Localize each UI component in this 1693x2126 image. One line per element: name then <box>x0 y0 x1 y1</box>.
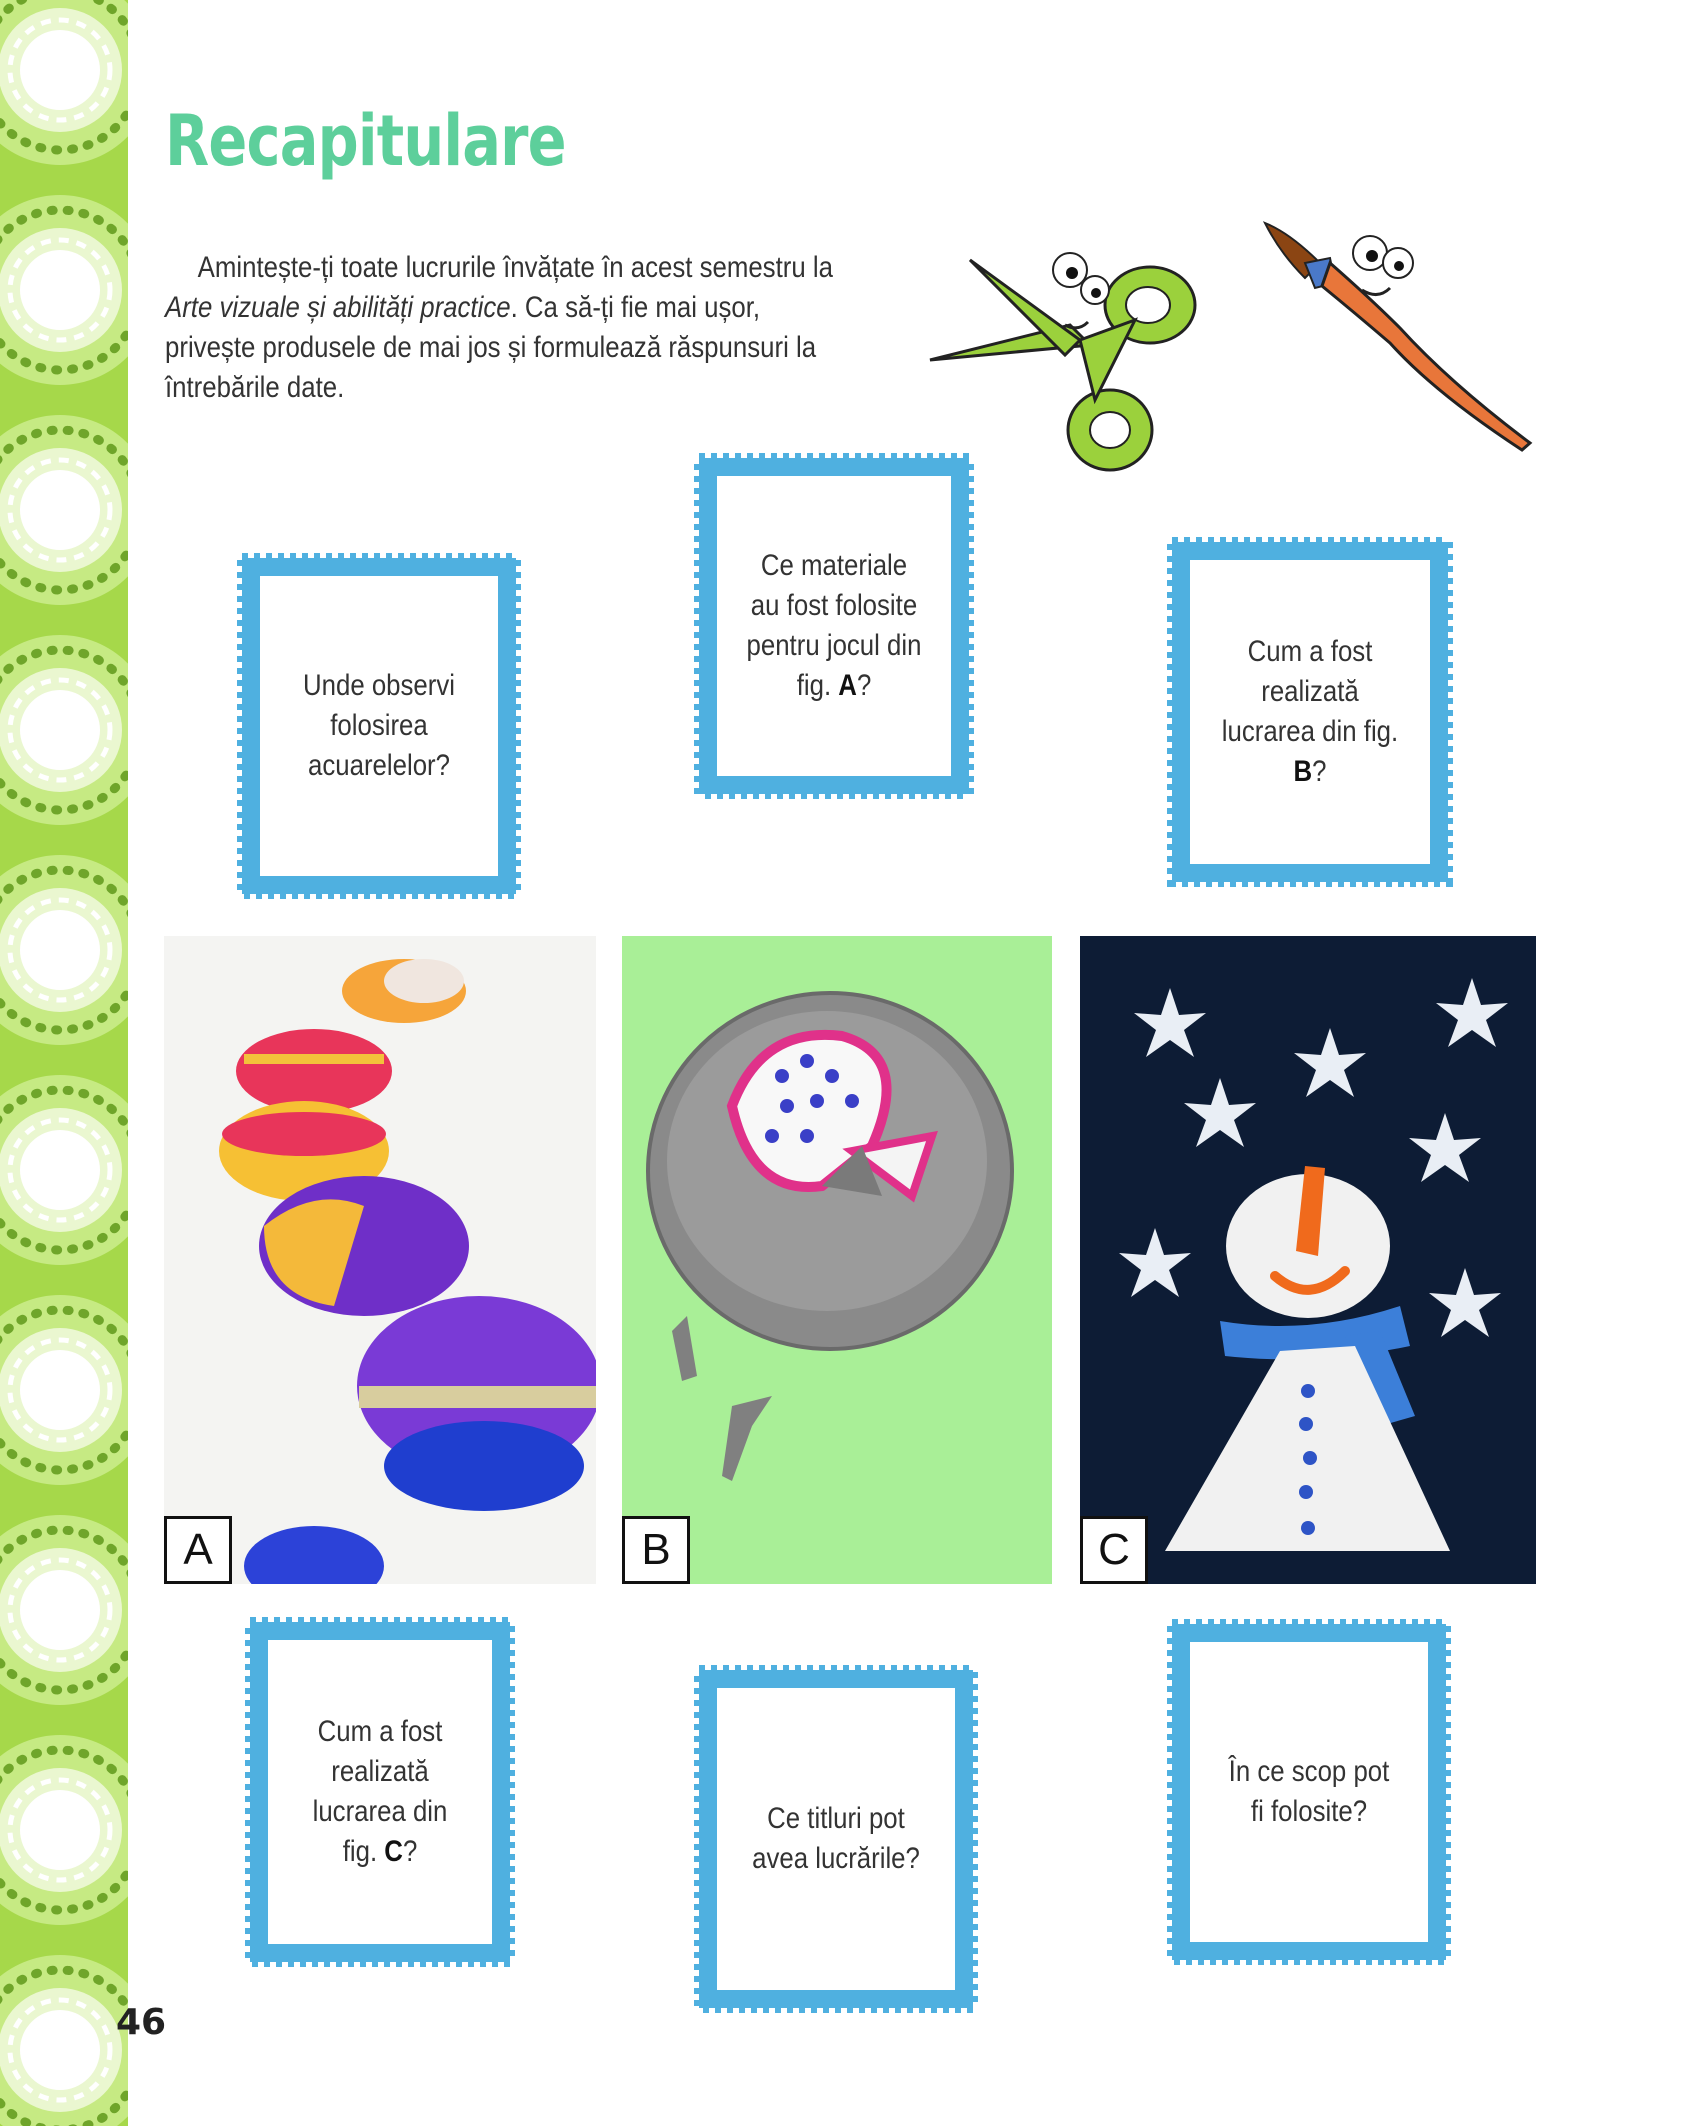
question-card-1 <box>236 552 522 900</box>
question-text <box>733 546 934 706</box>
question-text <box>284 1712 477 1872</box>
scissors-illustration <box>920 230 1240 490</box>
decorative-border <box>0 0 128 2126</box>
intro-text-end: . Ca să-ți fie mai ușor, privește produsele de mai jos și formulează răspunsuri la întrebările date. <box>165 291 817 404</box>
question-text-main: Ce materiale au fost folosite pentru jocul din fig. <box>746 549 922 702</box>
figure-label: B <box>622 1516 690 1584</box>
ring-pattern <box>0 0 128 2126</box>
brush-illustration <box>1260 218 1540 458</box>
question-text-main: Cum a fost realizată lucrarea din fig. <box>312 1715 448 1868</box>
figure-label: A <box>164 1516 232 1584</box>
question-card-3 <box>1166 536 1454 888</box>
painted-stones-image <box>164 936 596 1584</box>
question-card-body <box>268 1640 492 1944</box>
figure-b-photo <box>622 936 1052 1584</box>
page-number: 46 <box>116 2002 167 2043</box>
question-card-body <box>717 476 951 776</box>
question-card-body <box>717 1688 955 1990</box>
figure-reference: C <box>384 1835 403 1868</box>
question-mark: ? <box>856 669 872 702</box>
question-mark: ? <box>402 1835 418 1868</box>
intro-paragraph <box>165 248 836 408</box>
question-text <box>1207 632 1413 792</box>
figure-reference: A <box>838 669 857 702</box>
question-text: Unde observi folosirea acuarelelor? <box>302 669 456 782</box>
scissors-icon <box>930 253 1195 470</box>
page-title: Recapitulare <box>165 100 566 182</box>
figure-a-photo <box>164 936 596 1584</box>
figure-reference: B <box>1293 755 1313 788</box>
question-card-4 <box>244 1616 516 1968</box>
question-text-main: Cum a fost realizată lucrarea din fig. <box>1221 635 1399 748</box>
subject-name: Arte vizuale și abilități practice <box>165 291 511 324</box>
paper-snowman-image <box>1080 936 1536 1584</box>
question-card-body <box>1190 1642 1428 1942</box>
question-card-body <box>1190 560 1430 864</box>
intro-text-start: Amintește-ți toate lucrurile învățate în acest semestru la <box>197 251 833 284</box>
figure-c-photo <box>1080 936 1536 1584</box>
question-card-6 <box>1166 1618 1452 1966</box>
question-text: Ce titluri pot avea lucrările? <box>752 1802 920 1875</box>
question-mark: ? <box>1312 755 1327 788</box>
question-card-5 <box>693 1664 979 2014</box>
paintbrush-icon <box>1265 223 1530 450</box>
question-card-2 <box>693 452 975 800</box>
question-text: În ce scop pot fi folosite? <box>1228 1755 1390 1828</box>
clay-pie-image <box>622 936 1052 1584</box>
figure-label: C <box>1080 1516 1148 1584</box>
question-card-body <box>260 576 498 876</box>
